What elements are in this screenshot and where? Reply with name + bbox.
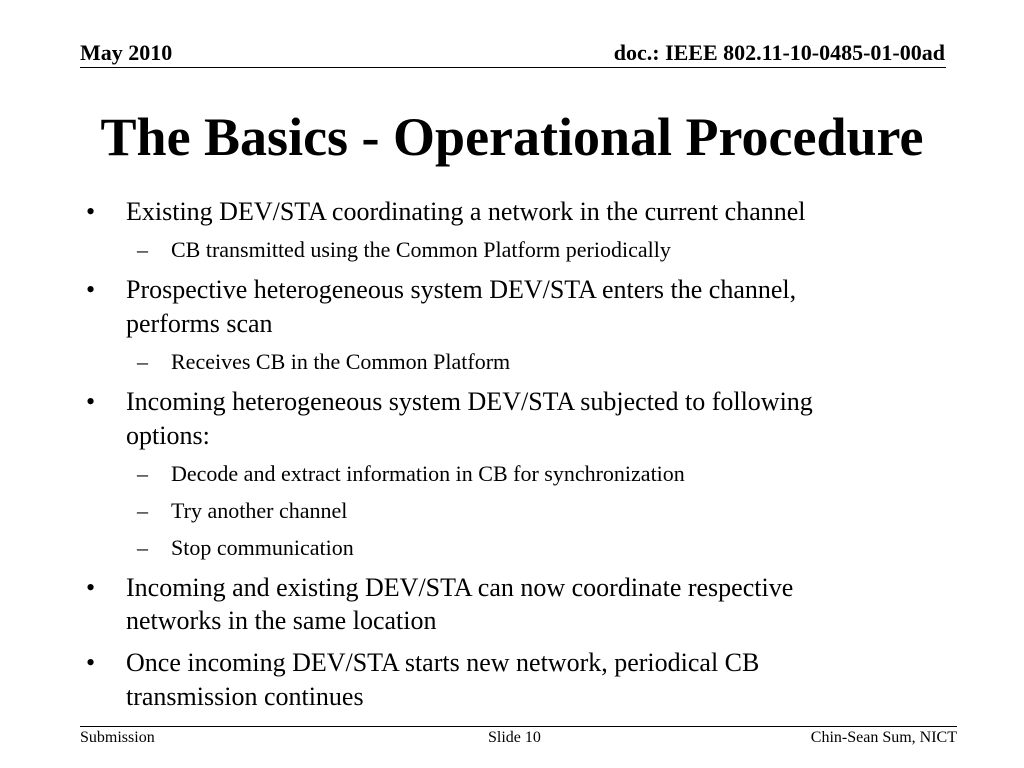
sub-bullet-marker: – <box>137 535 148 560</box>
sub-bullet-text: Receives CB in the Common Platform <box>171 349 511 374</box>
bullet-marker: • <box>86 275 96 304</box>
bullet-marker: • <box>86 197 96 226</box>
bullet-marker: • <box>86 573 96 602</box>
header-doc-id: doc.: IEEE 802.11-10-0485-01-00ad <box>613 40 945 65</box>
bullet-marker: • <box>86 387 96 416</box>
bullet-marker: • <box>86 648 96 677</box>
sub-bullet-marker: – <box>137 237 148 262</box>
footer-author: Chin-Sean Sum, NICT <box>810 729 957 746</box>
bullet-text: Incoming and existing DEV/STA can now coordinate respective <box>126 573 794 602</box>
bullet-text: networks in the same location <box>126 606 437 635</box>
sub-bullet-text: Try another channel <box>171 498 348 523</box>
header-date: May 2010 <box>80 40 173 65</box>
sub-bullet-text: CB transmitted using the Common Platform periodically <box>171 237 671 262</box>
sub-bullet-text: Decode and extract information in CB for synchronization <box>171 461 685 486</box>
footer-divider <box>80 726 957 727</box>
bullet-text: Prospective heterogeneous system DEV/STA enters the channel, <box>126 275 797 304</box>
bullet-text: Once incoming DEV/STA starts new network, periodical CB <box>126 648 760 677</box>
bullet-text: options: <box>126 421 210 450</box>
bullet-text: performs scan <box>126 309 273 338</box>
sub-bullet-text: Stop communication <box>171 535 354 560</box>
sub-bullet-marker: – <box>137 461 148 486</box>
footer-slide-number: Slide 10 <box>488 729 541 746</box>
bullet-text: transmission continues <box>126 682 364 711</box>
bullet-text: Existing DEV/STA coordinating a network in the current channel <box>126 197 806 226</box>
footer-submission: Submission <box>80 729 155 746</box>
sub-bullet-marker: – <box>137 498 148 523</box>
slide-title: The Basics - Operational Procedure <box>100 107 924 167</box>
header-divider <box>80 67 946 68</box>
sub-bullet-marker: – <box>137 349 148 374</box>
bullet-text: Incoming heterogeneous system DEV/STA subjected to following <box>126 387 813 416</box>
